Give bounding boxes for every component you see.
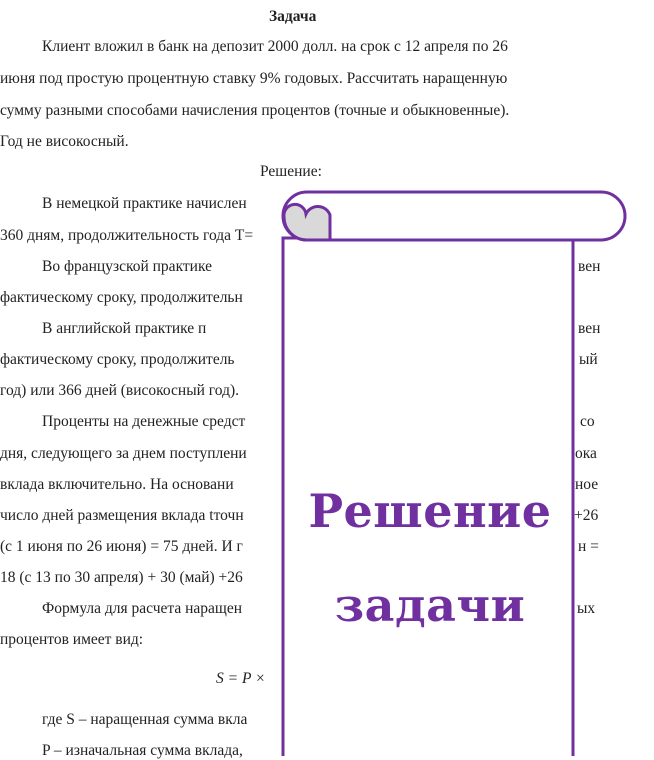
paragraph-line: сумму разными способами начисления процентов (точные и обыкновенные). xyxy=(0,102,510,119)
paragraph-line-fragment: +26 xyxy=(574,507,599,524)
paragraph-line: P – изначальная сумма вклада, xyxy=(42,742,243,759)
paragraph-line: В немецкой практике начислен xyxy=(42,195,247,212)
document-title: Задача xyxy=(269,8,317,25)
paragraph-line: дня, следующего за днем поступлени xyxy=(0,445,247,462)
paragraph-line: Клиент вложил в банк на депозит 2000 долл. на срок с 12 апреля по 26 xyxy=(42,38,508,55)
paragraph-line: фактическому сроку, продолжитель xyxy=(0,351,235,368)
paragraph-line: число дней размещения вклада tточн xyxy=(0,507,244,524)
formula: S = P × xyxy=(216,670,266,687)
paragraph-line: июня под простую процентную ставку 9% годовых. Рассчитать наращенную xyxy=(0,70,508,87)
paragraph-line-fragment: ное xyxy=(575,476,599,493)
scroll-curl xyxy=(284,204,330,240)
paragraph-line: Во французской практике xyxy=(42,258,212,275)
paragraph-line: Год не високосный. xyxy=(0,133,129,150)
paragraph-line-fragment: со xyxy=(580,413,595,430)
paragraph-line-fragment: ых xyxy=(577,600,596,617)
paragraph-line-fragment: ока xyxy=(575,445,597,462)
banner-title-line-2: задачи xyxy=(334,578,526,632)
paragraph-line-fragment: вен xyxy=(578,320,601,337)
paragraph-line-fragment: вен xyxy=(578,258,601,275)
paragraph-line-fragment: н = xyxy=(578,538,599,555)
paragraph-line: (с 1 июня по 26 июня) = 75 дней. И г xyxy=(0,538,243,555)
paragraph-line: где S – наращенная сумма вкла xyxy=(42,711,248,728)
banner-title-line-1: Решение xyxy=(308,484,552,538)
paragraph-line: год) или 366 дней (високосный год). xyxy=(0,382,239,399)
paragraph-line: фактическому сроку, продолжительн xyxy=(0,289,243,306)
paragraph-line: 360 дням, продолжительность года T= xyxy=(0,227,254,244)
scroll-roll xyxy=(283,192,625,240)
paragraph-line: Формула для расчета наращен xyxy=(42,600,243,617)
solution-heading: Решение: xyxy=(260,163,322,180)
paragraph-line: вклада включительно. На основани xyxy=(0,476,234,493)
paragraph-line-fragment: ый xyxy=(579,351,598,368)
paragraph-line: 18 (с 13 по 30 апреля) + 30 (май) +26 xyxy=(0,569,243,586)
paragraph-line: процентов имеет вид: xyxy=(0,631,144,648)
paragraph-line: Проценты на денежные средст xyxy=(42,413,246,430)
paragraph-line: В английской практике п xyxy=(42,320,207,337)
